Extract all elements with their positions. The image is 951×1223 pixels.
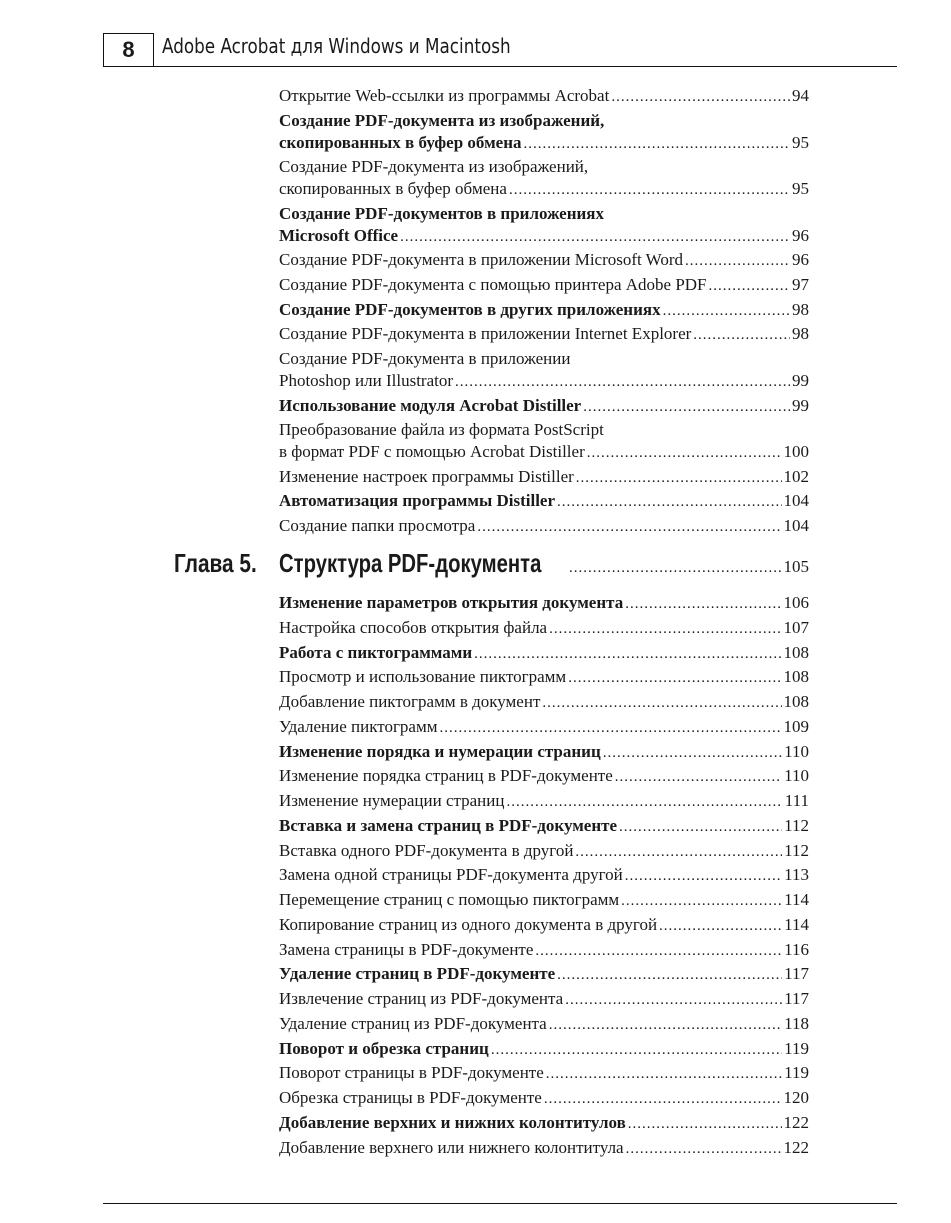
toc-entry[interactable] xyxy=(279,914,809,937)
toc-page-number: 96 xyxy=(792,250,809,270)
dot-leader xyxy=(587,442,782,464)
chapter-label: Глава 5. xyxy=(174,548,257,578)
toc-entry-title: Создание PDF-документов в приложениях xyxy=(279,203,605,223)
toc-entry-title: Добавление верхнего или нижнего колонтитула xyxy=(279,1137,624,1157)
dot-leader xyxy=(626,1138,782,1160)
toc-entry[interactable] xyxy=(279,1087,809,1110)
toc-entry-title: Создание PDF-документа с помощью принтера Adobe PDF xyxy=(279,274,707,294)
toc-entry-title: Удаление страниц из PDF-документа xyxy=(279,1013,547,1033)
toc-page-number: 112 xyxy=(784,840,809,860)
toc-page-number: 120 xyxy=(783,1088,809,1107)
toc-page-number: 117 xyxy=(784,989,809,1008)
toc-entry[interactable] xyxy=(279,274,809,297)
dot-leader xyxy=(625,593,781,615)
toc-page-number: 100 xyxy=(783,442,809,462)
dot-leader xyxy=(615,766,782,788)
toc-entry-title: Создание PDF-документа из изображений, xyxy=(279,157,589,177)
toc-entry-title: Создание PDF-документа в приложении Microsoft Word xyxy=(279,250,684,270)
dot-leader xyxy=(477,516,781,538)
toc-entry-title: Добавление верхних и нижних колонтитулов xyxy=(279,1112,626,1132)
toc-entry-title: Создание PDF-документов в других приложениях xyxy=(279,299,661,319)
toc-page-number: 108 xyxy=(783,642,809,662)
toc-entry[interactable] xyxy=(279,299,809,322)
toc-entry-title: Замена страницы в PDF-документе xyxy=(279,939,534,959)
dot-leader xyxy=(506,791,782,813)
toc-entry[interactable] xyxy=(279,466,809,489)
dot-leader xyxy=(693,324,790,346)
toc-entry-title: Изменение нумерации страниц xyxy=(279,791,505,810)
dot-leader xyxy=(625,865,782,887)
toc-page-number: 97 xyxy=(792,274,809,294)
dot-leader xyxy=(544,1088,782,1110)
dot-leader xyxy=(569,560,782,577)
toc-page-number: 112 xyxy=(784,815,809,835)
table-of-contents xyxy=(279,0,809,1223)
footer-rule xyxy=(103,1203,897,1204)
dot-leader xyxy=(509,179,790,201)
toc-entry-title: в формат PDF с помощью Acrobat Distiller xyxy=(279,442,585,462)
toc-entry-title: Изменение параметров открытия документа xyxy=(279,593,624,612)
toc-entry-title: Открытие Web-ссылки из программы Acrobat xyxy=(279,86,610,105)
toc-entry[interactable] xyxy=(279,642,809,665)
toc-entry[interactable] xyxy=(279,617,809,640)
toc-entry[interactable] xyxy=(279,515,809,538)
toc-entry[interactable] xyxy=(279,889,809,912)
dot-leader xyxy=(557,491,781,513)
toc-page-number: 95 xyxy=(792,179,809,199)
dot-leader xyxy=(583,396,790,418)
dot-leader xyxy=(576,467,782,489)
toc-page-number: 117 xyxy=(784,964,809,984)
toc-entry-title: Удаление пиктограмм xyxy=(279,716,438,736)
toc-entry-title: Microsoft Office xyxy=(279,225,399,245)
dot-leader xyxy=(611,86,790,108)
dot-leader xyxy=(603,742,782,764)
toc-entry-title: Копирование страниц из одного документа в другой xyxy=(279,914,658,934)
dot-leader xyxy=(440,717,782,739)
toc-entry-title: Использование модуля Acrobat Distiller xyxy=(279,395,582,415)
toc-entry[interactable] xyxy=(279,939,809,962)
toc-entry[interactable] xyxy=(279,765,809,788)
dot-leader xyxy=(659,915,782,937)
toc-entry-title: Настройка способов открытия файла xyxy=(279,617,548,637)
toc-entry-title: Создание папки просмотра xyxy=(279,516,476,536)
toc-entry-title: Удаление страниц в PDF-документе xyxy=(279,964,556,984)
toc-entry[interactable] xyxy=(279,490,809,513)
dot-leader xyxy=(549,1014,782,1036)
toc-entry-title: Вставка одного PDF-документа в другой xyxy=(279,840,574,860)
toc-page-number: 114 xyxy=(784,914,809,934)
toc-entry[interactable] xyxy=(279,85,809,108)
chapter-heading[interactable] xyxy=(174,548,809,579)
toc-entry[interactable] xyxy=(279,156,809,201)
dot-leader xyxy=(709,275,791,297)
toc-entry-title: Изменение порядка страниц в PDF-документе xyxy=(279,766,613,786)
toc-page-number: 99 xyxy=(792,371,809,390)
dot-leader xyxy=(565,989,782,1011)
running-header-title: Adobe Acrobat для Windows и Macintosh xyxy=(162,34,511,58)
toc-entry[interactable] xyxy=(279,741,809,764)
dot-leader xyxy=(685,250,790,272)
toc-page-number: 108 xyxy=(783,667,809,687)
toc-page-number: 104 xyxy=(783,491,809,511)
toc-page-number: 118 xyxy=(784,1013,809,1033)
dot-leader xyxy=(491,1039,782,1061)
toc-entry-title: Добавление пиктограмм в документ xyxy=(279,692,541,711)
toc-entry[interactable] xyxy=(279,1137,809,1160)
dot-leader xyxy=(474,643,781,665)
toc-entry-title: Создание PDF-документа в приложении xyxy=(279,349,571,368)
toc-entry[interactable] xyxy=(279,790,809,813)
toc-entry[interactable] xyxy=(279,716,809,739)
toc-entry[interactable] xyxy=(279,963,809,986)
dot-leader xyxy=(663,300,790,322)
chapter-page-number: 105 xyxy=(783,557,809,576)
chapter-title: Структура PDF-документа xyxy=(279,548,542,578)
toc-entry-title: Поворот и обрезка страниц xyxy=(279,1038,489,1058)
toc-page-number: 99 xyxy=(792,395,809,415)
toc-page-number: 106 xyxy=(783,593,809,612)
toc-entry[interactable] xyxy=(279,323,809,346)
toc-entry-title: Просмотр и использование пиктограмм xyxy=(279,667,567,687)
toc-entry[interactable] xyxy=(279,840,809,863)
toc-page-number: 98 xyxy=(792,324,809,344)
toc-entry-title: Photoshop или Illustrator xyxy=(279,371,454,390)
toc-page-number: 109 xyxy=(783,716,809,736)
toc-page-number: 114 xyxy=(784,890,809,909)
toc-entry-title: Поворот страницы в PDF-документе xyxy=(279,1063,544,1083)
toc-entry[interactable] xyxy=(279,348,809,393)
toc-entry-title: Перемещение страниц с помощью пиктограмм xyxy=(279,890,620,909)
toc-entry[interactable] xyxy=(279,666,809,689)
toc-entry-title: Работа с пиктограммами xyxy=(279,642,473,662)
toc-page-number: 113 xyxy=(784,865,809,885)
toc-page-number: 104 xyxy=(783,516,809,536)
toc-entry-title: Замена одной страницы PDF-документа другой xyxy=(279,865,623,885)
toc-page-number: 96 xyxy=(792,225,809,245)
dot-leader xyxy=(568,667,781,689)
dot-leader xyxy=(557,964,782,986)
toc-entry[interactable] xyxy=(279,1062,809,1085)
toc-entry-title: Преобразование файла из формата PostScript xyxy=(279,420,604,440)
toc-entry[interactable] xyxy=(279,592,809,615)
toc-entry[interactable] xyxy=(279,691,809,714)
toc-page-number: 122 xyxy=(783,1137,809,1157)
toc-entry[interactable] xyxy=(279,1112,809,1135)
toc-page-number: 98 xyxy=(792,299,809,319)
dot-leader xyxy=(575,841,782,863)
dot-leader xyxy=(549,618,781,640)
dot-leader xyxy=(523,133,790,155)
toc-entry-title: Автоматизация программы Distiller xyxy=(279,491,556,511)
toc-page-number: 111 xyxy=(784,791,809,810)
toc-page-number: 122 xyxy=(783,1112,809,1132)
toc-entry-title: скопированных в буфер обмена xyxy=(279,179,507,199)
dot-leader xyxy=(535,940,782,962)
toc-entry-title: Вставка и замена страниц в PDF-документе xyxy=(279,815,618,835)
toc-page-number: 110 xyxy=(784,741,809,761)
toc-entry[interactable] xyxy=(279,1038,809,1061)
toc-page-number: 95 xyxy=(792,132,809,152)
toc-entry-title: Извлечение страниц из PDF-документа xyxy=(279,989,564,1008)
toc-entry[interactable] xyxy=(279,864,809,887)
dot-leader xyxy=(542,692,781,714)
toc-page-number: 102 xyxy=(783,466,809,486)
toc-page-number: 107 xyxy=(783,617,809,637)
toc-page-number: 94 xyxy=(792,86,809,105)
toc-entry[interactable] xyxy=(279,395,809,418)
toc-entry[interactable] xyxy=(279,815,809,838)
toc-entry[interactable] xyxy=(279,203,809,248)
toc-entry[interactable] xyxy=(279,249,809,272)
toc-page-number: 119 xyxy=(784,1038,809,1058)
toc-entry-title: Создание PDF-документа в приложении Internet Explorer xyxy=(279,324,692,344)
dot-leader xyxy=(546,1063,782,1085)
toc-entry-title: Создание PDF-документа из изображений, xyxy=(279,110,605,130)
toc-entry-title: Изменение порядка и нумерации страниц xyxy=(279,741,601,761)
toc-entry-title: скопированных в буфер обмена xyxy=(279,132,522,152)
toc-page-number: 110 xyxy=(784,766,809,786)
dot-leader xyxy=(628,1113,782,1135)
toc-entry[interactable] xyxy=(279,419,809,464)
dot-leader xyxy=(619,816,782,838)
dot-leader xyxy=(455,371,790,393)
toc-entry-title: Обрезка страницы в PDF-документе xyxy=(279,1088,542,1107)
toc-page-number: 108 xyxy=(783,692,809,711)
toc-page-number: 119 xyxy=(784,1063,809,1083)
dot-leader xyxy=(400,226,790,248)
toc-page-number: 116 xyxy=(784,939,809,959)
page-number: 8 xyxy=(103,33,154,67)
toc-entry[interactable] xyxy=(279,1013,809,1036)
toc-entry[interactable] xyxy=(279,110,809,155)
toc-entry-title: Изменение настроек программы Distiller xyxy=(279,466,574,486)
toc-entry[interactable] xyxy=(279,988,809,1011)
dot-leader xyxy=(621,890,782,912)
